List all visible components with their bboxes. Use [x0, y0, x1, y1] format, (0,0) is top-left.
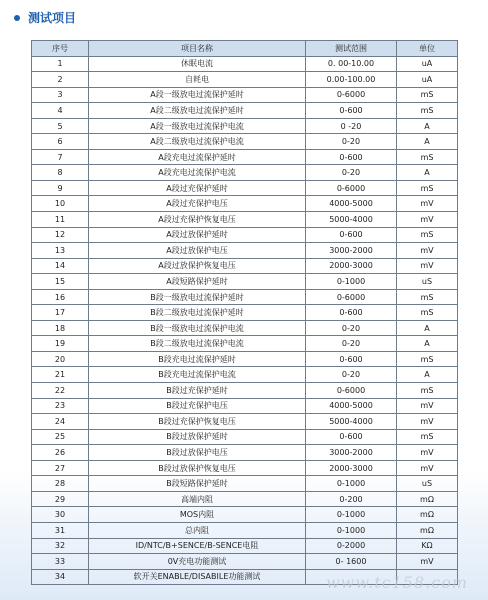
cell-item-name: A段充电过流保护延时	[89, 149, 306, 165]
cell-item-name: B段过充保护电压	[89, 398, 306, 414]
cell-item-name: A段二级放电过流保护电流	[89, 134, 306, 150]
bullet-dot-icon	[14, 15, 20, 21]
cell-test-range: 2000-3000	[306, 258, 397, 274]
table-row	[32, 383, 458, 399]
cell-test-range: 0. 00-10.00	[306, 56, 397, 72]
cell-index: 19	[32, 336, 89, 352]
table-row	[32, 507, 458, 523]
cell-unit: mS	[397, 305, 458, 321]
cell-index: 12	[32, 227, 89, 243]
cell-index: 32	[32, 538, 89, 554]
section-header	[14, 9, 76, 26]
cell-unit: mV	[397, 460, 458, 476]
cell-test-range: 0-1000	[306, 522, 397, 538]
cell-item-name: B段二级放电过流保护电流	[89, 336, 306, 352]
cell-unit: mV	[397, 258, 458, 274]
cell-unit: mΩ	[397, 522, 458, 538]
cell-item-name: A段过充保护电压	[89, 196, 306, 212]
cell-index: 27	[32, 460, 89, 476]
cell-test-range: 4000-5000	[306, 196, 397, 212]
cell-index: 18	[32, 320, 89, 336]
cell-test-range: 0-600	[306, 351, 397, 367]
cell-item-name: B段过放保护电压	[89, 445, 306, 461]
table-row	[32, 87, 458, 103]
cell-unit: KΩ	[397, 538, 458, 554]
cell-test-range: 0-1000	[306, 476, 397, 492]
cell-item-name: 高端内阻	[89, 491, 306, 507]
table-row	[32, 336, 458, 352]
cell-test-range: 0-6000	[306, 383, 397, 399]
cell-test-range: 0-2000	[306, 538, 397, 554]
cell-index: 4	[32, 103, 89, 119]
cell-unit: uA	[397, 72, 458, 88]
cell-test-range: 0-600	[306, 429, 397, 445]
cell-test-range: 0-1000	[306, 507, 397, 523]
cell-item-name: A段一级放电过流保护延时	[89, 87, 306, 103]
table-row	[32, 72, 458, 88]
table-row	[32, 320, 458, 336]
cell-index: 9	[32, 180, 89, 196]
cell-index: 1	[32, 56, 89, 72]
cell-unit: A	[397, 118, 458, 134]
cell-index: 34	[32, 569, 89, 585]
cell-item-name: A段二级放电过流保护延时	[89, 103, 306, 119]
table-row	[32, 134, 458, 150]
cell-index: 28	[32, 476, 89, 492]
cell-item-name: 总内阻	[89, 522, 306, 538]
cell-unit: mV	[397, 398, 458, 414]
table-row	[32, 538, 458, 554]
cell-item-name: MOS内阻	[89, 507, 306, 523]
section-title: 测试项目	[28, 11, 77, 25]
cell-unit: uS	[397, 274, 458, 290]
cell-test-range: 3000-2000	[306, 445, 397, 461]
table-header	[32, 41, 458, 57]
cell-unit: mV	[397, 212, 458, 228]
cell-index: 11	[32, 212, 89, 228]
cell-index: 26	[32, 445, 89, 461]
cell-item-name: B段充电过流保护电流	[89, 367, 306, 383]
cell-index: 2	[32, 72, 89, 88]
cell-unit: mS	[397, 180, 458, 196]
cell-item-name: B段充电过流保护延时	[89, 351, 306, 367]
cell-item-name: B段二级放电过流保护延时	[89, 305, 306, 321]
cell-item-name: 0V充电功能测试	[89, 554, 306, 570]
cell-unit: mS	[397, 429, 458, 445]
cell-test-range: 5000-4000	[306, 414, 397, 430]
table-body	[32, 56, 458, 585]
cell-index: 7	[32, 149, 89, 165]
cell-index: 5	[32, 118, 89, 134]
cell-index: 16	[32, 289, 89, 305]
table-row	[32, 476, 458, 492]
cell-item-name: A段短路保护延时	[89, 274, 306, 290]
table-row	[32, 367, 458, 383]
cell-test-range: 0-600	[306, 103, 397, 119]
cell-index: 3	[32, 87, 89, 103]
table-row	[32, 258, 458, 274]
cell-unit: mS	[397, 383, 458, 399]
cell-test-range: 2000-3000	[306, 460, 397, 476]
cell-test-range: 0.00-100.00	[306, 72, 397, 88]
table-row	[32, 351, 458, 367]
cell-item-name: A段过放保护延时	[89, 227, 306, 243]
cell-item-name: A段过充保护延时	[89, 180, 306, 196]
cell-index: 25	[32, 429, 89, 445]
cell-index: 15	[32, 274, 89, 290]
table-row	[32, 274, 458, 290]
table-row	[32, 212, 458, 228]
table-header-row	[32, 41, 458, 57]
table-row	[32, 165, 458, 181]
cell-unit: mV	[397, 445, 458, 461]
cell-item-name: 软开关ENABLE/DISABILE功能测试	[89, 569, 306, 585]
table-row	[32, 289, 458, 305]
table-row	[32, 118, 458, 134]
cell-item-name: B段过放保护延时	[89, 429, 306, 445]
cell-index: 6	[32, 134, 89, 150]
cell-unit: mS	[397, 149, 458, 165]
table-row	[32, 522, 458, 538]
cell-index: 13	[32, 243, 89, 259]
cell-unit: A	[397, 367, 458, 383]
cell-unit: mS	[397, 103, 458, 119]
cell-test-range: 0-6000	[306, 87, 397, 103]
cell-unit: mS	[397, 227, 458, 243]
table-row	[32, 554, 458, 570]
cell-item-name: 休眠电流	[89, 56, 306, 72]
cell-index: 20	[32, 351, 89, 367]
cell-unit: mV	[397, 196, 458, 212]
cell-unit: A	[397, 320, 458, 336]
cell-item-name: ID/NTC/B+SENCE/B-SENCE电阻	[89, 538, 306, 554]
cell-index: 22	[32, 383, 89, 399]
table-row	[32, 180, 458, 196]
cell-item-name: B段一级放电过流保护延时	[89, 289, 306, 305]
header-test-range: 测试范围	[306, 41, 397, 57]
cell-test-range: 0-20	[306, 367, 397, 383]
cell-unit: mΩ	[397, 507, 458, 523]
cell-item-name: B段过放保护恢复电压	[89, 460, 306, 476]
cell-test-range: 3000-2000	[306, 243, 397, 259]
watermark: www.tc158.com	[325, 573, 468, 592]
cell-unit: mV	[397, 414, 458, 430]
cell-unit: mV	[397, 554, 458, 570]
cell-item-name: B段短路保护延时	[89, 476, 306, 492]
cell-unit: uS	[397, 476, 458, 492]
table-row	[32, 56, 458, 72]
cell-unit: A	[397, 134, 458, 150]
cell-test-range: 0-600	[306, 149, 397, 165]
cell-unit: mS	[397, 289, 458, 305]
table-row	[32, 491, 458, 507]
cell-item-name: 自耗电	[89, 72, 306, 88]
cell-item-name: B段一级放电过流保护电流	[89, 320, 306, 336]
cell-test-range: 5000-4000	[306, 212, 397, 228]
cell-test-range: 0-20	[306, 336, 397, 352]
cell-unit: mΩ	[397, 491, 458, 507]
cell-index: 8	[32, 165, 89, 181]
cell-test-range: 0-600	[306, 305, 397, 321]
table-row	[32, 445, 458, 461]
cell-index: 21	[32, 367, 89, 383]
cell-index: 17	[32, 305, 89, 321]
cell-index: 14	[32, 258, 89, 274]
cell-index: 23	[32, 398, 89, 414]
cell-unit: mS	[397, 87, 458, 103]
cell-index: 33	[32, 554, 89, 570]
cell-index: 31	[32, 522, 89, 538]
table-row	[32, 227, 458, 243]
table-row	[32, 243, 458, 259]
cell-item-name: A段过放保护恢复电压	[89, 258, 306, 274]
cell-test-range: 0-1000	[306, 274, 397, 290]
cell-test-range: 4000-5000	[306, 398, 397, 414]
cell-item-name: A段过充保护恢复电压	[89, 212, 306, 228]
cell-unit: mS	[397, 351, 458, 367]
table-row	[32, 196, 458, 212]
cell-test-range: 0-200	[306, 491, 397, 507]
header-item-name: 项目名称	[89, 41, 306, 57]
cell-item-name: A段充电过流保护电流	[89, 165, 306, 181]
cell-test-range: 0-20	[306, 320, 397, 336]
cell-index: 10	[32, 196, 89, 212]
cell-unit: A	[397, 336, 458, 352]
cell-unit: mV	[397, 243, 458, 259]
cell-test-range: 0- 1600	[306, 554, 397, 570]
cell-item-name: B段过充保护恢复电压	[89, 414, 306, 430]
table-row	[32, 414, 458, 430]
cell-item-name: A段过放保护电压	[89, 243, 306, 259]
cell-test-range: 0-6000	[306, 289, 397, 305]
table-row	[32, 398, 458, 414]
header-index: 序号	[32, 41, 89, 57]
cell-test-range: 0-20	[306, 134, 397, 150]
cell-test-range: 0-6000	[306, 180, 397, 196]
header-unit: 单位	[397, 41, 458, 57]
cell-test-range: 0-600	[306, 227, 397, 243]
cell-test-range: 0-20	[306, 165, 397, 181]
test-items-table	[31, 40, 458, 585]
table-row	[32, 103, 458, 119]
cell-unit: uA	[397, 56, 458, 72]
cell-index: 30	[32, 507, 89, 523]
table-row	[32, 149, 458, 165]
table-row	[32, 305, 458, 321]
cell-index: 29	[32, 491, 89, 507]
cell-item-name: B段过充保护延时	[89, 383, 306, 399]
cell-test-range: 0 -20	[306, 118, 397, 134]
table-row	[32, 429, 458, 445]
cell-unit: A	[397, 165, 458, 181]
table-row	[32, 460, 458, 476]
cell-item-name: A段一级放电过流保护电流	[89, 118, 306, 134]
cell-index: 24	[32, 414, 89, 430]
